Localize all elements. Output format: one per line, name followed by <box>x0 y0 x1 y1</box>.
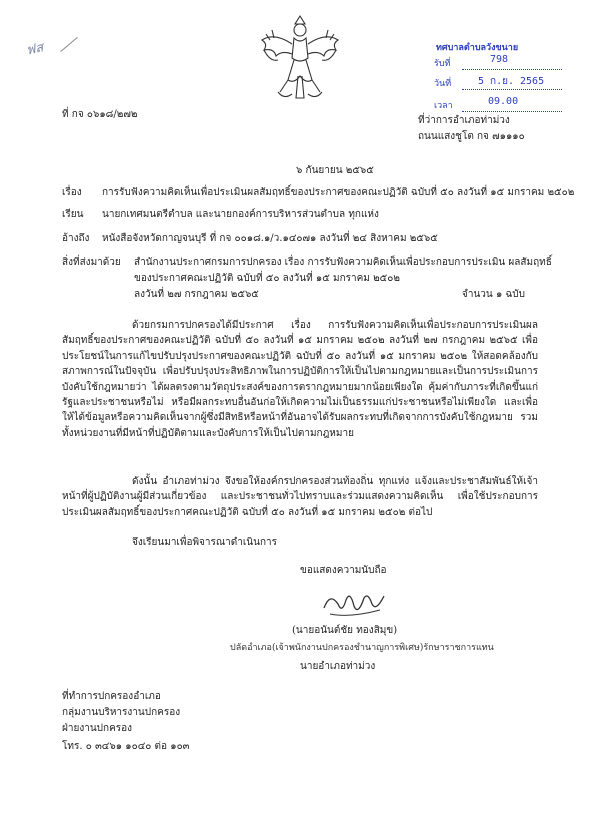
recipient: นายกเทศมนตรีตำบล และนายกองค์การบริหารส่วนตำบล ทุกแห่ง <box>102 209 379 220</box>
footer-line-1: ที่ทำการปกครองอำเภอ <box>62 691 161 702</box>
body-paragraph-1: ด้วยกรมการปกครองได้มีประกาศ เรื่อง การรับฟังความคิดเห็นเพื่อประกอบการประเมินผลสัมฤทธิ์ของประกาศของคณะปฏิวัติ ฉบับที่ ๕๐ ลงวันที่ ๑๕ มกราคม ๒๕๐๒ ลงวันที่ ๒๗ กรกฎาคม ๒๕๖๕ เพื่อประโยชน์ในการแก้ไขปรับปรุงประกาศของคณะปฏิวัติ ฉบับที่ ๕๐ ลงวันที่ ๑๕ มกราคม ๒๕๐๒ ให้สอดคล้องกับสภาพการณ์ในปัจจุบัน เพื่อปรับปรุงประสิทธิภาพในการปฏิบัติการให้เป็นไปตามกฎหมายและเป็นการประเมินการบังคับใช้กฎหมายว่า ได้ผลตรงตามวัตถุประสงค์ของการตรากฎหมายมากน้อยเพียงใด คุ้มค่ากับภาระที่เกิดขึ้นแก่รัฐและประชาชนหรือไม่ หรือมีผลกระทบอื่นอันก่อให้เกิดความไม่เป็นธรรมแก่ประชาชนหรือไม่เพียงใด และเพื่อให้ได้ข้อมูลหรือความคิดเห็นจากผู้ซึ่งมีสิทธิหรือหน้าที่อันอาจได้รับผลกระทบที่เกิดจากการบังคับใช้กฎหมาย รวมทั้งหน่วยงานที่มีหน้าที่ปฏิบัติตามและบังคับการให้เป็นไปตามกฎหมาย <box>62 320 538 439</box>
enclosure-line-2: ของประกาศคณะปฏิวัติ ฉบับที่ ๕๐ ลงวันที่ ๑๕ มกราคม ๒๕๐๒ <box>134 273 400 284</box>
closing-request: จึงเรียนมาเพื่อพิจารณาดำเนินการ <box>132 537 278 548</box>
garuda-emblem <box>254 10 346 110</box>
subject: การรับฟังความคิดเห็นเพื่อประเมินผลสัมฤทธิ์ของประกาศของคณะปฏิวัติ ฉบับที่ ๕๐ ลงวันที่ ๑๕ มกราคม ๒๕๐๒ <box>102 187 575 198</box>
handwritten-stroke <box>60 37 77 52</box>
footer-line-4: โทร. ๐ ๓๔๖๑ ๑๐๔๐ ต่อ ๑๐๓ <box>62 741 190 752</box>
stamp-receive-label: รับที่ <box>434 59 451 69</box>
handwritten-margin-note: ฟส <box>24 40 45 59</box>
office-address: ถนนแสงชูโต กจ ๗๑๑๑๐ <box>418 131 525 142</box>
document-date: ๖ กันยายน ๒๕๖๕ <box>296 165 374 176</box>
reference-label: อ้างถึง <box>62 233 90 244</box>
signer-name: (นายอนันต์ชัย ทองสิมุข) <box>292 625 398 636</box>
stamp-date-label: วันที่ <box>434 79 452 89</box>
subject-label: เรื่อง <box>62 187 82 198</box>
footer-line-2: กลุ่มงานบริหารงานปกครอง <box>62 707 181 718</box>
enclosure-label: สิ่งที่ส่งมาด้วย <box>62 257 121 268</box>
body-paragraph-2: ดังนั้น อำเภอท่าม่วง จึงขอให้องค์กรปกครองส่วนท้องถิ่น ทุกแห่ง แจ้งและประชาสัมพันธ์ให้เจ้าหน้าที่ผู้ปฏิบัติงานผู้มีส่วนเกี่ยวข้อง และประชาชนทั่วไปทราบและร่วมแสดงความคิดเห็น เพื่อใช้ประกอบการประเมินผลสัมฤทธิ์ของประกาศคณะปฏิวัติ ฉบับที่ ๕๐ ลงวันที่ ๑๕ มกราคม ๒๕๐๒ ต่อไป <box>62 476 538 518</box>
sign-off: ขอแสดงความนับถือ <box>300 565 387 576</box>
stamp-time-label: เวลา <box>434 101 453 111</box>
enclosure-line-3: ลงวันที่ ๒๗ กรกฎาคม ๒๕๖๕ <box>134 289 259 300</box>
enclosure-count: จำนวน ๑ ฉบับ <box>462 289 525 300</box>
office-name: ที่ว่าการอำเภอท่าม่วง <box>418 115 510 126</box>
signer-title-2: นายอำเภอท่าม่วง <box>300 661 376 672</box>
stamp-date-value: 5 ก.ย. 2565 <box>478 76 545 87</box>
stamp-title: ทศบาลตำบลวังขนาย <box>436 43 519 53</box>
stamp-receive-no: 798 <box>490 54 509 65</box>
handwritten-signature <box>320 586 390 624</box>
receipt-stamp <box>428 38 578 124</box>
signer-title-1: ปลัดอำเภอ(เจ้าพนักงานปกครองชำนาญการพิเศษ)รักษาราชการแทน <box>230 643 494 653</box>
footer-line-3: ฝ่ายงานปกครอง <box>62 723 133 734</box>
to-label: เรียน <box>62 209 84 220</box>
reference: หนังสือจังหวัดกาญจนบุรี ที่ กจ ๐๐๑๘.๑/ว.๑๔๐๗๑ ลงวันที่ ๒๔ สิงหาคม ๒๕๖๕ <box>102 233 438 244</box>
document-number: ที่ กจ ๐๖๑๘/๒๗๒ <box>62 109 138 120</box>
stamp-time-value: 09.00 <box>488 96 519 107</box>
enclosure-line-1: สำนักงานประกาศกรมการปกครอง เรื่อง การรับฟังความคิดเห็นเพื่อประกอบการประเมิน ผลสัมฤทธิ์ <box>134 257 552 268</box>
